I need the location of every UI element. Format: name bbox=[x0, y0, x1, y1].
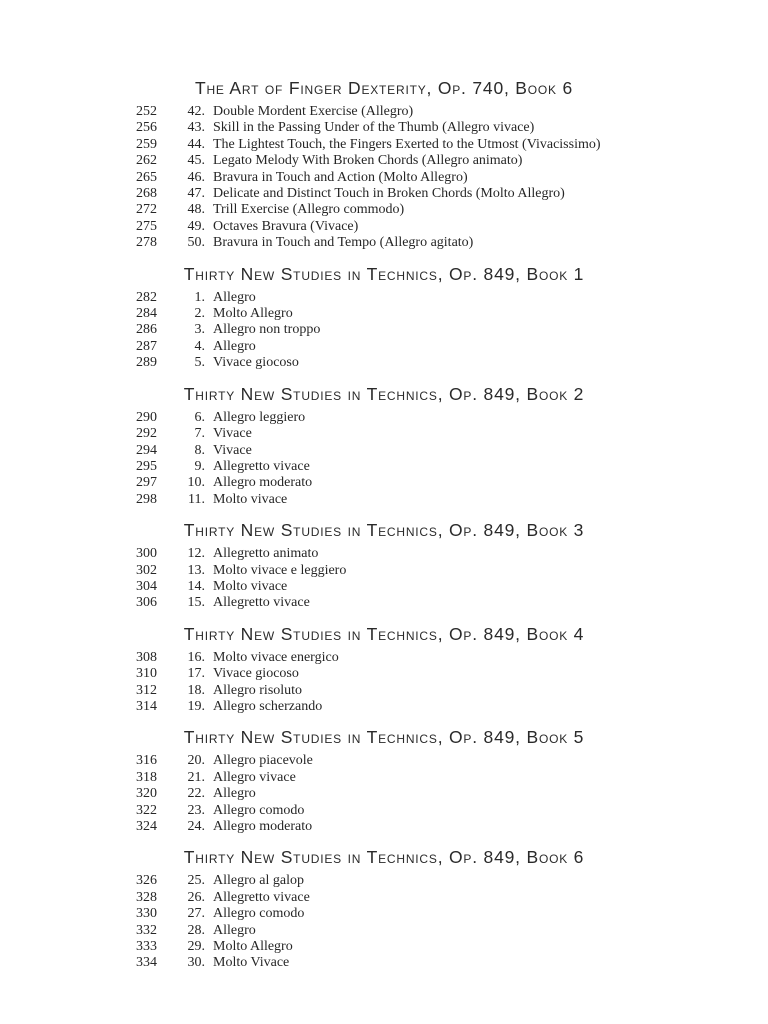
entry-page-number: 278 bbox=[136, 235, 157, 251]
entry-item-number: 50. bbox=[187, 235, 205, 251]
entry-item-number: 17. bbox=[187, 666, 205, 682]
entry-item-number: 10. bbox=[187, 475, 205, 491]
entry-page-number: 328 bbox=[136, 889, 157, 905]
toc-entry-row bbox=[0, 410, 768, 426]
toc-entry-row bbox=[0, 426, 768, 442]
entry-item-number: 9. bbox=[194, 458, 205, 474]
section-header: The Art of Finger Dexterity, Op. 740, Book 6 bbox=[194, 78, 574, 98]
entry-page-number: 332 bbox=[136, 922, 157, 938]
toc-entry-row bbox=[0, 355, 768, 371]
entry-item-number: 4. bbox=[194, 338, 205, 354]
entry-title: Skill in the Passing Under of the Thumb (Allegro vivace) bbox=[213, 120, 535, 136]
entry-title: Bravura in Touch and Action (Molto Allegro) bbox=[213, 169, 468, 185]
toc-entry-row bbox=[0, 906, 768, 922]
entry-page-number: 284 bbox=[136, 306, 157, 322]
entry-page-number: 287 bbox=[136, 338, 157, 354]
toc-entry-row bbox=[0, 120, 768, 136]
entry-page-number: 252 bbox=[136, 104, 157, 119]
toc-entry-row bbox=[0, 290, 768, 306]
toc-entry-row bbox=[0, 443, 768, 459]
entry-title: Bravura in Touch and Tempo (Allegro agitato) bbox=[213, 235, 474, 251]
entry-page-number: 316 bbox=[136, 753, 157, 769]
toc-entry-row bbox=[0, 819, 768, 835]
entry-page-number: 302 bbox=[136, 562, 157, 578]
toc-section bbox=[0, 847, 768, 971]
entry-title: Allegretto vivace bbox=[213, 595, 310, 611]
entry-item-number: 11. bbox=[188, 491, 205, 507]
entry-title: Allegro risoluto bbox=[213, 682, 303, 698]
toc-entry-row bbox=[0, 803, 768, 819]
toc-entry-row bbox=[0, 202, 768, 218]
entry-page-number: 326 bbox=[136, 873, 157, 889]
entry-page-number: 322 bbox=[136, 802, 157, 818]
entry-title: Allegro comodo bbox=[213, 802, 305, 818]
entry-item-number: 22. bbox=[187, 786, 205, 802]
entry-title: Allegretto animato bbox=[213, 546, 319, 562]
entry-page-number: 275 bbox=[136, 218, 157, 234]
entry-title: Allegro comodo bbox=[213, 906, 305, 922]
entry-title: Molto vivace bbox=[213, 578, 288, 594]
entry-item-number: 2. bbox=[194, 306, 205, 322]
entry-title: Allegro scherzando bbox=[213, 698, 323, 714]
entry-title: Allegro bbox=[213, 922, 256, 938]
entry-page-number: 272 bbox=[136, 202, 157, 218]
section-header: Thirty New Studies in Technics, Op. 849, Book 2 bbox=[183, 383, 585, 404]
entry-item-number: 5. bbox=[194, 355, 205, 371]
toc-section bbox=[0, 264, 768, 372]
entry-title: Legato Melody With Broken Chords (Allegro animato) bbox=[213, 153, 523, 169]
entry-title: Vivace bbox=[213, 426, 252, 442]
entry-page-number: 298 bbox=[136, 491, 157, 507]
entry-title: Allegro bbox=[213, 786, 256, 802]
toc-entry-row bbox=[0, 475, 768, 491]
toc-entry-row bbox=[0, 683, 768, 699]
entry-title: Molto Allegro bbox=[213, 306, 293, 322]
entry-item-number: 3. bbox=[194, 322, 205, 338]
toc-entry-row bbox=[0, 563, 768, 579]
entry-item-number: 30. bbox=[187, 955, 205, 971]
section-header: Thirty New Studies in Technics, Op. 849, Book 3 bbox=[183, 520, 585, 541]
section-header: Thirty New Studies in Technics, Op. 849, Book 6 bbox=[183, 847, 585, 868]
toc-entry-row bbox=[0, 770, 768, 786]
toc-entry-row bbox=[0, 170, 768, 186]
entry-title: Vivace bbox=[213, 442, 252, 458]
entry-item-number: 28. bbox=[187, 922, 205, 938]
entry-page-number: 268 bbox=[136, 186, 157, 202]
entry-item-number: 47. bbox=[187, 186, 205, 202]
entry-item-number: 43. bbox=[187, 120, 205, 136]
entry-page-number: 300 bbox=[136, 546, 157, 562]
entry-page-number: 318 bbox=[136, 769, 157, 785]
toc-entry-row bbox=[0, 104, 768, 120]
entry-item-number: 26. bbox=[187, 889, 205, 905]
toc-section bbox=[0, 520, 768, 612]
entry-page-number: 295 bbox=[136, 458, 157, 474]
entry-title: Allegro non troppo bbox=[213, 322, 321, 338]
entry-title: Allegro bbox=[213, 289, 256, 305]
toc-entry-row bbox=[0, 306, 768, 322]
entry-page-number: 282 bbox=[136, 289, 157, 305]
entry-page-number: 320 bbox=[136, 786, 157, 802]
toc-entry-row bbox=[0, 339, 768, 355]
entry-page-number: 292 bbox=[136, 426, 157, 442]
entry-page-number: 308 bbox=[136, 649, 157, 665]
entry-page-number: 304 bbox=[136, 578, 157, 594]
toc-entry-row bbox=[0, 595, 768, 611]
entry-title: Molto vivace bbox=[213, 491, 288, 507]
entry-page-number: 306 bbox=[136, 595, 157, 611]
entry-title: Molto Vivace bbox=[213, 955, 290, 971]
toc-section bbox=[0, 727, 768, 835]
toc-entry-row bbox=[0, 890, 768, 906]
toc-entry-row bbox=[0, 546, 768, 562]
entry-page-number: 294 bbox=[136, 442, 157, 458]
entry-item-number: 48. bbox=[187, 202, 205, 218]
entry-title: Allegretto vivace bbox=[213, 458, 310, 474]
entry-page-number: 290 bbox=[136, 409, 157, 425]
entry-item-number: 6. bbox=[194, 409, 205, 425]
entry-page-number: 310 bbox=[136, 666, 157, 682]
entry-page-number: 333 bbox=[136, 939, 157, 955]
toc-entry-row bbox=[0, 186, 768, 202]
entry-title: Double Mordent Exercise (Allegro) bbox=[213, 104, 414, 119]
toc-entry-row bbox=[0, 153, 768, 169]
entry-title: Molto vivace e leggiero bbox=[213, 562, 347, 578]
section-header: Thirty New Studies in Technics, Op. 849, Book 5 bbox=[183, 727, 585, 748]
entry-page-number: 289 bbox=[136, 355, 157, 371]
toc-entry-row bbox=[0, 666, 768, 682]
entry-page-number: 259 bbox=[136, 136, 157, 152]
entry-item-number: 13. bbox=[187, 562, 205, 578]
entry-page-number: 314 bbox=[136, 698, 157, 714]
entry-item-number: 21. bbox=[187, 769, 205, 785]
entry-page-number: 256 bbox=[136, 120, 157, 136]
toc-entry-row bbox=[0, 786, 768, 802]
entry-item-number: 24. bbox=[187, 819, 205, 834]
toc-sections bbox=[0, 78, 768, 972]
entry-page-number: 265 bbox=[136, 169, 157, 185]
toc-entry-row bbox=[0, 459, 768, 475]
entry-item-number: 44. bbox=[187, 136, 205, 152]
entry-item-number: 19. bbox=[187, 698, 205, 714]
entry-item-number: 14. bbox=[187, 578, 205, 594]
entry-item-number: 15. bbox=[187, 595, 205, 611]
toc-entry-row bbox=[0, 873, 768, 889]
entry-item-number: 49. bbox=[187, 218, 205, 234]
entry-title: Allegro vivace bbox=[213, 769, 296, 785]
toc-entry-row bbox=[0, 939, 768, 955]
entry-page-number: 262 bbox=[136, 153, 157, 169]
entry-title: Allegro piacevole bbox=[213, 753, 313, 769]
entry-page-number: 334 bbox=[136, 955, 157, 971]
entry-title: Allegro bbox=[213, 338, 256, 354]
entry-page-number: 330 bbox=[136, 906, 157, 922]
section-header: Thirty New Studies in Technics, Op. 849, Book 4 bbox=[183, 623, 585, 644]
entry-item-number: 29. bbox=[187, 939, 205, 955]
entry-item-number: 8. bbox=[194, 442, 205, 458]
entry-title: The Lightest Touch, the Fingers Exerted to the Utmost (Vivacissimo) bbox=[213, 136, 601, 152]
entry-item-number: 7. bbox=[194, 426, 205, 442]
entry-item-number: 42. bbox=[187, 104, 205, 119]
entry-item-number: 45. bbox=[187, 153, 205, 169]
entry-page-number: 324 bbox=[136, 819, 157, 834]
toc-entry-row bbox=[0, 235, 768, 251]
entry-title: Allegro moderato bbox=[213, 819, 313, 834]
entry-page-number: 312 bbox=[136, 682, 157, 698]
section-header: Thirty New Studies in Technics, Op. 849, Book 1 bbox=[183, 263, 585, 284]
toc-entry-row bbox=[0, 955, 768, 971]
entry-title: Molto Allegro bbox=[213, 939, 293, 955]
toc-entry-row bbox=[0, 219, 768, 235]
toc-section bbox=[0, 384, 768, 508]
entry-title: Vivace giocoso bbox=[213, 355, 299, 371]
entry-page-number: 286 bbox=[136, 322, 157, 338]
entry-title: Octaves Bravura (Vivace) bbox=[213, 218, 359, 234]
toc-entry-row bbox=[0, 137, 768, 153]
toc-entry-row bbox=[0, 753, 768, 769]
entry-item-number: 27. bbox=[187, 906, 205, 922]
toc-section bbox=[0, 624, 768, 716]
entry-title: Allegro moderato bbox=[213, 475, 313, 491]
entry-item-number: 1. bbox=[194, 289, 205, 305]
entry-title: Vivace giocoso bbox=[213, 666, 299, 682]
toc-entry-row bbox=[0, 699, 768, 715]
toc-section bbox=[0, 78, 768, 252]
entry-title: Allegro al galop bbox=[213, 873, 304, 889]
toc-entry-row bbox=[0, 492, 768, 508]
entry-page-number: 297 bbox=[136, 475, 157, 491]
toc-entry-row bbox=[0, 650, 768, 666]
entry-item-number: 16. bbox=[187, 649, 205, 665]
entry-title: Molto vivace energico bbox=[213, 649, 339, 665]
entry-title: Trill Exercise (Allegro commodo) bbox=[213, 202, 405, 218]
entry-title: Allegro leggiero bbox=[213, 409, 306, 425]
entry-item-number: 12. bbox=[187, 546, 205, 562]
entry-item-number: 18. bbox=[187, 682, 205, 698]
toc-entry-row bbox=[0, 322, 768, 338]
entry-item-number: 25. bbox=[187, 873, 205, 889]
toc-entry-row bbox=[0, 579, 768, 595]
toc-entry-row bbox=[0, 923, 768, 939]
entry-item-number: 46. bbox=[187, 169, 205, 185]
entry-title: Delicate and Distinct Touch in Broken Chords (Molto Allegro) bbox=[213, 186, 565, 202]
entry-item-number: 20. bbox=[187, 753, 205, 769]
entry-title: Allegretto vivace bbox=[213, 889, 310, 905]
entry-item-number: 23. bbox=[187, 802, 205, 818]
